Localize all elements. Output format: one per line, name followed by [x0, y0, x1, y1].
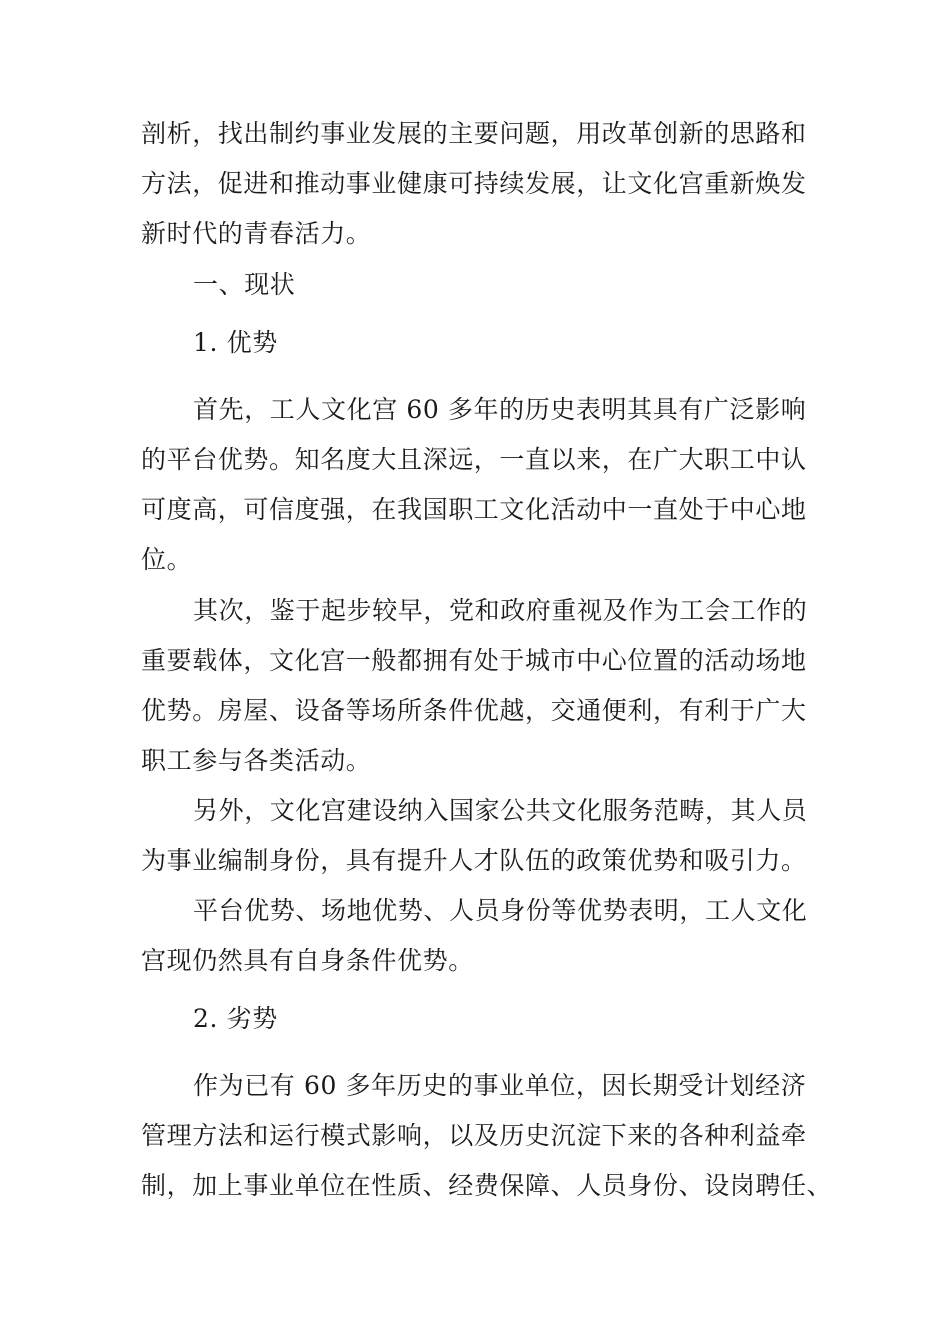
paragraph-line: 可度高，可信度强，在我国职工文化活动中一直处于中心地: [141, 495, 807, 524]
paragraph-line: 制，加上事业单位在性质、经费保障、人员身份、设岗聘任、: [141, 1171, 833, 1200]
subsection-heading: 1. 优势: [193, 328, 278, 357]
paragraph-line: 位。: [141, 545, 193, 574]
paragraph-line: 的平台优势。知名度大且深远，一直以来，在广大职工中认: [141, 445, 807, 474]
paragraph-line: 重要载体，文化宫一般都拥有处于城市中心位置的活动场地: [141, 646, 807, 675]
paragraph-line: 管理方法和运行模式影响，以及历史沉淀下来的各种利益牵: [141, 1121, 807, 1150]
paragraph-line: 优势。房屋、设备等场所条件优越，交通便利，有利于广大: [141, 696, 807, 725]
paragraph-line: 为事业编制身份，具有提升人才队伍的政策优势和吸引力。: [141, 846, 807, 875]
paragraph-line: 职工参与各类活动。: [141, 746, 372, 775]
paragraph-line: 方法，促进和推动事业健康可持续发展，让文化宫重新焕发: [141, 169, 807, 198]
paragraph-line: 其次，鉴于起步较早，党和政府重视及作为工会工作的: [193, 596, 808, 625]
paragraph-line: 宫现仍然具有自身条件优势。: [141, 946, 474, 975]
paragraph-line: 另外，文化宫建设纳入国家公共文化服务范畴，其人员: [193, 796, 808, 825]
paragraph-line: 作为已有 60 多年历史的事业单位，因长期受计划经济: [193, 1071, 807, 1100]
paragraph-line: 新时代的青春活力。: [141, 219, 372, 248]
paragraph-line: 首先，工人文化宫 60 多年的历史表明其具有广泛影响: [193, 395, 807, 424]
subsection-heading: 2. 劣势: [193, 1004, 278, 1033]
section-heading: 一、现状: [193, 270, 296, 299]
paragraph-line: 平台优势、场地优势、人员身份等优势表明，工人文化: [193, 896, 808, 925]
paragraph-line: 剖析，找出制约事业发展的主要问题，用改革创新的思路和: [141, 119, 807, 148]
